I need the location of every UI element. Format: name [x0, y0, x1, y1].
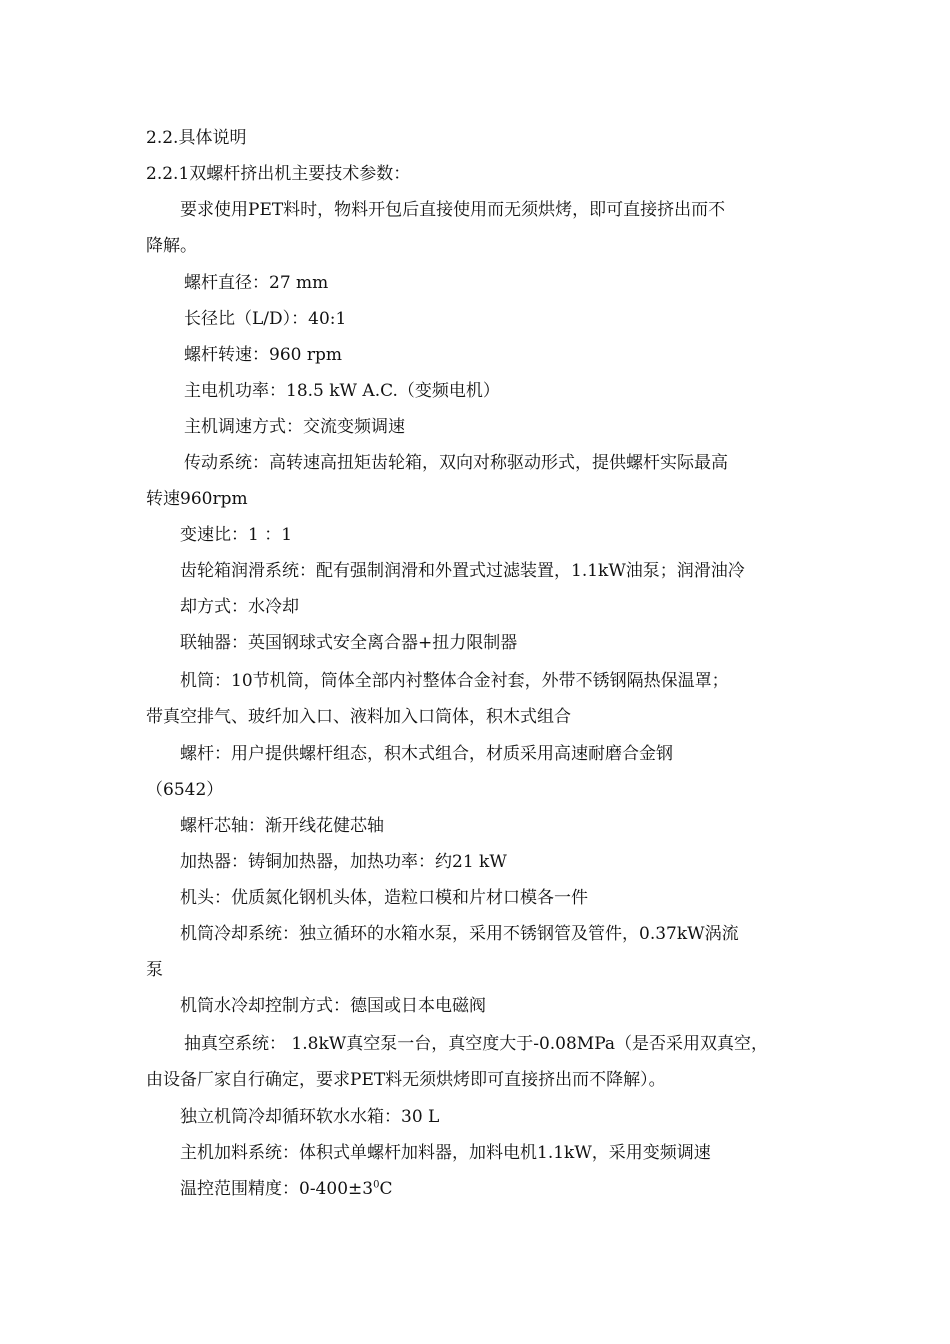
die-head: 机头：优质氮化钢机头体，造粒口模和片材口模各一件 [180, 888, 588, 908]
transmission-line-2: 转速960rpm [146, 489, 248, 509]
barrel-line-1: 机筒：10节机筒，筒体全部内衬整体合金衬套，外带不锈钢隔热保温罩； [180, 671, 729, 691]
water-cooling-control: 机筒水冷却控制方式：德国或日本电磁阀 [180, 996, 486, 1016]
water-tank: 独立机筒冷却循环软水水箱：30 L [180, 1107, 440, 1127]
lubrication-line-1: 齿轮箱润滑系统：配有强制润滑和外置式过滤装置，1.1kW油泵；润滑油冷 [180, 561, 745, 581]
screw-diameter: 螺杆直径：27 mm [184, 273, 329, 293]
vacuum-line-1: 抽真空系统： 1.8kW真空泵一台，真空度大于-0.08MPa（是否采用双真空， [184, 1034, 769, 1054]
temperature-control [180, 1178, 826, 1200]
speed-control: 主机调速方式：交流变频调速 [184, 417, 405, 437]
barrel-cooling-line-2: 泵 [146, 960, 163, 980]
ld-ratio: 长径比（L/D）：40:1 [184, 309, 347, 329]
feeding-system: 主机加料系统：体积式单螺杆加料器，加料电机1.1kW，采用变频调速 [180, 1143, 711, 1163]
heater: 加热器：铸铜加热器，加热功率：约21 kW [180, 852, 507, 872]
temperature-degree-superscript: 0 [373, 1179, 380, 1191]
temperature-unit: C [379, 1179, 393, 1199]
barrel-cooling-line-1: 机筒冷却系统：独立循环的水箱水泵，采用不锈钢管及管件，0.37kW涡流 [180, 924, 739, 944]
intro-line-1: 要求使用PET料时，物料开包后直接使用而无须烘烤，即可直接挤出而不 [180, 200, 726, 220]
screw-speed: 螺杆转速：960 rpm [184, 345, 342, 365]
main-motor-power: 主电机功率：18.5 kW A.C.（变频电机） [184, 381, 500, 401]
transmission-line-1: 传动系统：高转速高扭矩齿轮箱，双向对称驱动形式，提供螺杆实际最高 [184, 453, 728, 473]
gear-ratio: 变速比：1 ：1 [180, 525, 293, 545]
subsection-title: 2.2.1双螺杆挤出机主要技术参数： [146, 164, 411, 184]
screw-line-1: 螺杆：用户提供螺杆组态，积木式组合，材质采用高速耐磨合金钢 [180, 744, 673, 764]
intro-line-2: 降解。 [146, 236, 197, 256]
screw-shaft: 螺杆芯轴：渐开线花健芯轴 [180, 816, 384, 836]
temperature-control-text: 温控范围精度：0-400±3 [180, 1179, 374, 1199]
vacuum-line-2: 由设备厂家自行确定，要求PET料无须烘烤即可直接挤出而不降解）。 [146, 1070, 666, 1090]
lubrication-line-2: 却方式：水冷却 [180, 597, 299, 617]
coupling: 联轴器：英国钢球式安全离合器+扭力限制器 [180, 633, 518, 653]
section-title: 2.2.具体说明 [146, 128, 247, 148]
screw-line-2: （6542） [146, 780, 224, 800]
barrel-line-2: 带真空排气、玻纤加入口、液料加入口筒体，积木式组合 [146, 707, 571, 727]
